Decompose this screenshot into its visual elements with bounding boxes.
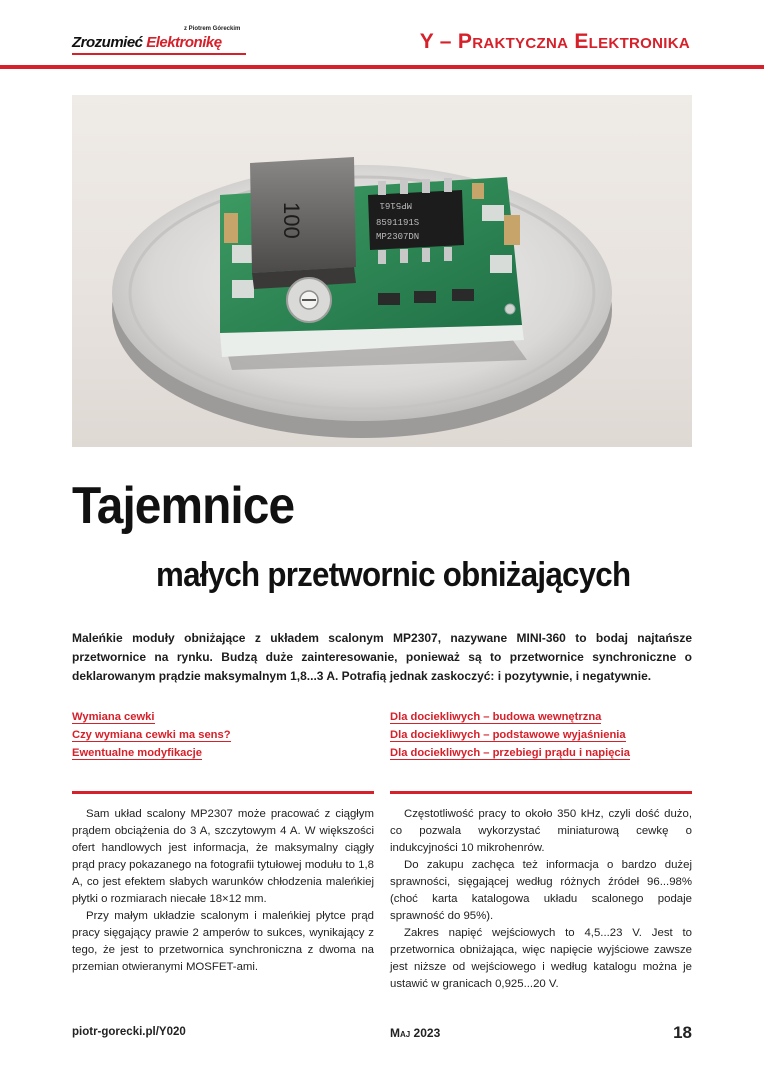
paragraph: Zakres napięć wejściowych to 4,5...23 V. Jest to przetwornica obniżająca, więc napięcie wyjściowe zawsze jest niższe od wejściowego i według katalogu można je ustawić w granicach 0,925...20 V.: [390, 927, 692, 990]
body-column-left: [72, 806, 374, 976]
logo-tagline: z Piotrem Góreckim: [184, 26, 241, 32]
pad: [232, 245, 254, 263]
resistor: [414, 291, 436, 303]
chip-leg: [444, 247, 452, 261]
mounting-hole: [505, 304, 515, 314]
pad: [232, 280, 254, 298]
page-footer: [72, 1023, 692, 1046]
page-header: [0, 0, 764, 72]
chip-leg: [378, 181, 386, 195]
chip-leg: [444, 178, 452, 192]
header-rule: [0, 65, 764, 69]
page-number: 18: [673, 1023, 692, 1042]
article-subtitle: małych przetwornic obniżających: [156, 556, 631, 594]
pad: [490, 255, 512, 273]
pad: [482, 205, 504, 221]
link-basic-explanations[interactable]: Dla dociekliwych – podstawowe wyjaśnienia: [390, 729, 626, 741]
paragraph: Do zakupu zachęca też informacja o bardzo dużej sprawności, sięgającej według różnych źródeł 96...98% (choć karta katalogowa układu scalonego podaje sprawność do 95%).: [390, 859, 692, 922]
logo-wordmark: [72, 34, 222, 51]
logo-word-1: Zrozumieć: [72, 34, 147, 51]
capacitor: [504, 215, 520, 245]
inductor-marking: 100: [279, 202, 304, 239]
title-photo: [72, 95, 692, 447]
section-links-left: [72, 708, 231, 762]
chip-marking-3: MP5161: [379, 200, 412, 210]
chip-leg: [400, 180, 408, 194]
chip-leg: [378, 250, 386, 264]
article-title: Tajemnice: [72, 477, 295, 535]
resistor: [452, 289, 474, 301]
chip-marking-2: 8591191S: [376, 218, 420, 228]
link-coil-replacement-sense[interactable]: Czy wymiana cewki ma sens?: [72, 729, 231, 741]
section-links-right: [390, 708, 630, 762]
inductor-marking-group: [279, 202, 304, 239]
paragraph: Przy małym układzie scalonym i maleńkiej płytce prąd pracy sięgający prawie 2 amperów to sukces, wynikający z tego, że jest to przetwornica synchroniczna z dwoma na przemian otwieranymi MOSFET-ami.: [72, 910, 374, 973]
footer-date: Maj 2023: [390, 1026, 441, 1040]
chip-leg: [422, 248, 430, 262]
column-rule-left: [72, 791, 374, 794]
resistor: [378, 293, 400, 305]
link-modifications[interactable]: Ewentualne modyfikacje: [72, 747, 202, 759]
link-internal-structure[interactable]: Dla dociekliwych – budowa wewnętrzna: [390, 711, 602, 723]
paragraph: Częstotliwość pracy to około 350 kHz, czyli dość dużo, co pozwala wykorzystać miniaturową cewkę o indukcyjności 10 mikrohenrów.: [390, 808, 692, 854]
logo-underline: [72, 53, 246, 55]
chip-leg: [400, 249, 408, 263]
paragraph: Sam układ scalony MP2307 może pracować z ciągłym prądem obciążenia do 3 A, szczytowym 4 A. W większości ofert handlowych jest informacja, że maksymalny ciągły prąd pracy pokazanego na fotografii tytułowej modułu to 1,8 A, co jest efektem słabych warunków chłodzenia maleńkiej płytki o rozmiarach niecałe 18×12 mm.: [72, 808, 374, 905]
module-on-coin-illustration: [72, 95, 692, 447]
link-coil-replacement[interactable]: Wymiana cewki: [72, 711, 155, 723]
small-capacitor: [472, 183, 484, 199]
chip-marking-1: MP2307DN: [376, 232, 420, 242]
body-column-right: [390, 806, 692, 993]
chip-leg: [422, 179, 430, 193]
article-lead: Maleńkie moduły obniżające z układem scalonym MP2307, nazywane MINI-360 to bodaj najtańsze przetwornice na rynku. Budzą duże zainteresowanie, ponieważ są to przetwornice synchroniczne o deklarowanym prądzie maksymalnym 1,8...3 A. Potrafią jednak zaskoczyć: i pozytywnie, i negatywnie.: [72, 631, 692, 683]
logo-word-2: Elektronikę: [146, 34, 222, 51]
series-title: Y – Praktyczna Elektronika: [419, 30, 690, 53]
link-current-voltage-waveforms[interactable]: Dla dociekliwych – przebiegi prądu i napięcia: [390, 747, 630, 759]
footer-url[interactable]: piotr-gorecki.pl/Y020: [72, 1026, 186, 1038]
capacitor: [224, 213, 238, 243]
magazine-logo: [72, 26, 262, 60]
column-rule-right: [390, 791, 692, 794]
